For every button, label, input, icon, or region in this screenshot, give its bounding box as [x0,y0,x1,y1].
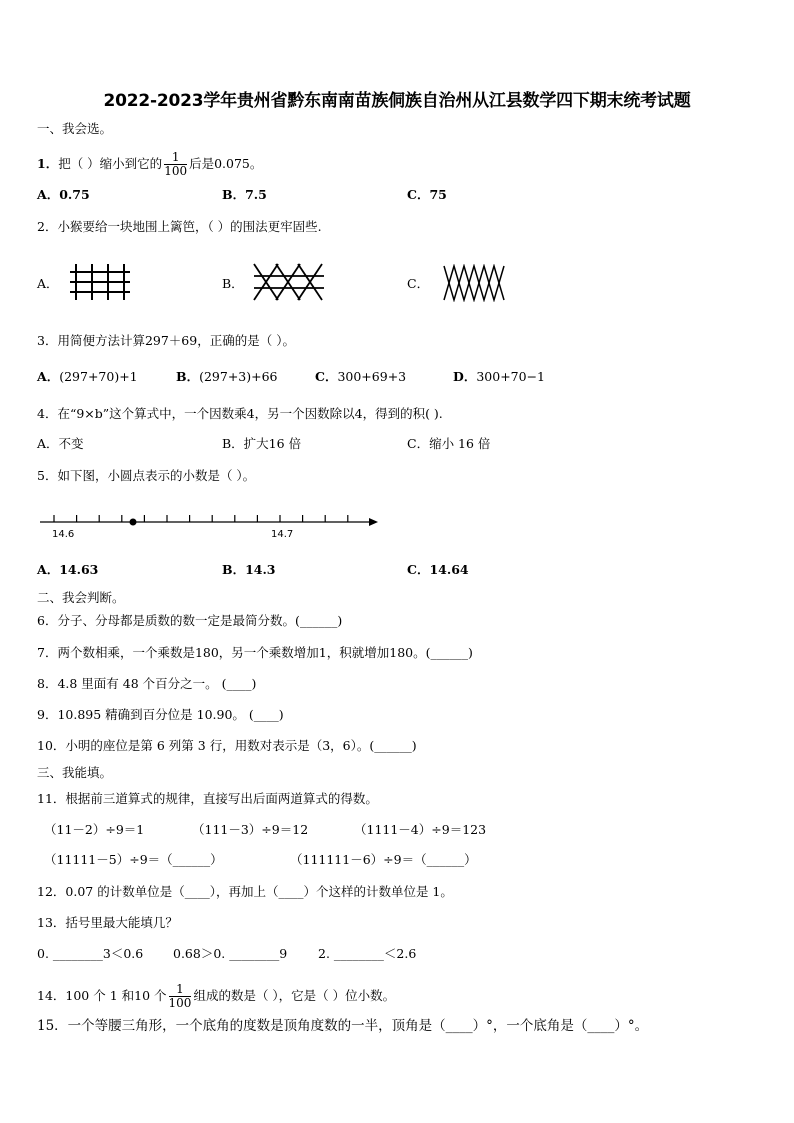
tick-label-left: 14.6 [52,529,75,540]
number-line [38,506,383,540]
q13-part-1[interactable]: 0. ________3＜0.6 [37,946,144,961]
question-14 [37,983,395,1010]
option-expression: (297+70)+1 [59,369,138,384]
section-heading-2: 二、我会判断。 [37,590,125,605]
question-8: 8．4.8 里面有 48 个百分之一。 (____) [37,676,257,691]
q3-option-a[interactable] [37,369,138,385]
question-11: 11．根据前三道算式的规律，直接写出后面两道算式的得数。 [37,791,378,806]
question-12: 12．0.07 的计数单位是（____），再加上（____）个这样的计数单位是 1。 [37,884,453,899]
question-9: 9．10.895 精确到百分位是 10.90。 (____) [37,707,284,722]
question-1-pre: 把（ ）缩小到它的 [58,156,163,171]
option-expression: 300+69+3 [337,369,407,384]
q2-option-c[interactable]: C． [407,276,430,291]
q3-option-c[interactable] [315,369,406,385]
q3-option-d[interactable] [453,369,545,385]
q11-equation-2: （111－3）÷9＝12 [192,822,309,837]
question-number: 1． [37,156,59,171]
question-1 [37,151,262,178]
option-expression: 300+70−1 [476,369,546,384]
q11-equation-4[interactable]: （11111－5）÷9＝（______） [44,852,223,867]
q3-option-b[interactable] [176,369,278,385]
q13-part-3[interactable]: 2. ________＜2.6 [318,946,417,961]
q1-option-b[interactable]: B．7.5 [222,187,267,202]
tick-label-right: 14.7 [271,529,294,540]
q5-option-c[interactable]: C．14.64 [407,562,469,577]
question-15: 15．一个等腰三角形，一个底角的度数是顶角度数的一半，顶角是（____）°，一个底角是（____）°。 [37,1018,649,1034]
q1-option-a[interactable]: A．0.75 [37,187,90,202]
q5-option-a[interactable]: A．14.63 [37,562,99,577]
number-line-ticks [54,515,348,522]
question-1-post: 后是0.075。 [189,156,263,171]
question-6: 6．分子、分母都是质数的数一定是最简分数。(______) [37,613,343,628]
q11-equation-3: （1111－4）÷9＝123 [354,822,487,837]
q2-option-b[interactable]: B． [222,276,244,291]
q13-part-2[interactable]: 0.68＞0. ________9 [173,946,288,961]
fraction [169,983,192,1010]
option-label: D． [453,369,477,384]
question-14-pre: 14．100 个 1 和10 个 [37,988,167,1003]
fraction-numerator: 1 [169,983,192,997]
option-label: C． [315,369,338,384]
point-dot [130,519,137,526]
question-4: 4．在“9×b”这个算式中，一个因数乘4，另一个因数除以4，得到的积( ). [37,406,443,421]
q1-option-c[interactable]: C．75 [407,187,447,202]
question-5: 5．如下图，小圆点表示的小数是（ ）。 [37,468,256,483]
question-2: 2．小猴要给一块地围上篱笆，（ ）的围法更牢固些. [37,219,322,234]
q2-option-a[interactable]: A． [37,276,59,291]
question-10: 10．小明的座位是第 6 列第 3 行，用数对表示是（3，6）。(______) [37,738,417,753]
section-heading-3: 三、我能填。 [37,765,113,780]
fraction-denominator: 100 [164,164,188,178]
question-7: 7．两个数相乘，一个乘数是180，另一个乘数增加1，积就增加180。(______) [37,645,473,660]
question-14-post: 组成的数是（ ），它是（ ）位小数。 [193,988,396,1003]
q4-option-c[interactable]: C．缩小 16 倍 [407,436,491,451]
page-title: 2022-2023学年贵州省黔东南南苗族侗族自治州从江县数学四下期末统考试题 [103,91,691,111]
q5-option-b[interactable]: B．14.3 [222,562,276,577]
q11-equation-1: （11－2）÷9＝1 [44,822,145,837]
q4-option-a[interactable]: A．不变 [37,436,84,451]
q11-equation-5[interactable]: （111111－6）÷9＝（______） [290,852,477,867]
fraction-denominator: 100 [168,996,192,1010]
option-label: B． [176,369,200,384]
arrow-icon [369,518,378,526]
question-13: 13．括号里最大能填几？ [37,915,178,930]
option-label: A． [37,369,60,384]
fence-zigzag-figure [442,264,508,302]
question-3: 3．用简便方法计算297＋69，正确的是（ ）。 [37,333,295,348]
fence-cross-figure [252,262,326,302]
q4-option-b[interactable]: B．扩大16 倍 [222,436,302,451]
fence-grid-figure [68,262,132,302]
option-expression: (297+3)+66 [199,369,278,384]
fraction [164,151,187,178]
fraction-numerator: 1 [164,151,187,165]
section-heading-1: 一、我会选。 [37,121,113,136]
